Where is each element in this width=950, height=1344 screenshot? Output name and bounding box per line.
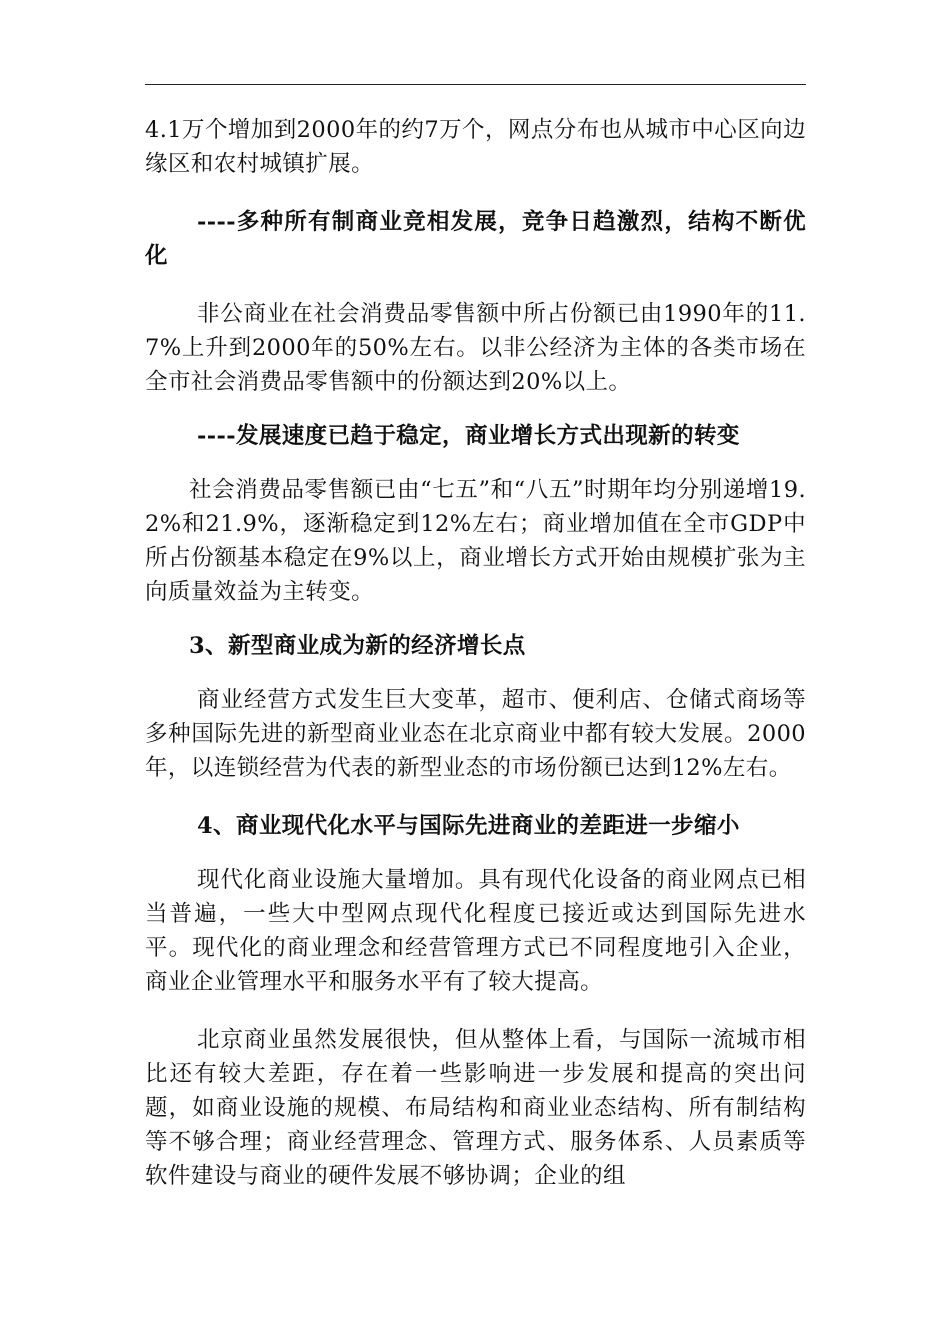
document-body: [145, 113, 806, 1193]
paragraph-continuation: 4.1万个增加到2000年的约7万个，网点分布也从城市中心区向边缘区和农村城镇扩展。: [145, 117, 806, 177]
section-heading-4: 4、商业现代化水平与国际先进商业的差距进一步缩小: [197, 813, 740, 839]
header-rule: [145, 84, 806, 85]
subheading-ownership: ----多种所有制商业竞相发展，竞争日趋激烈，结构不断优化: [145, 209, 806, 269]
paragraph-retail-sales: 社会消费品零售额已由“七五”和“八五”时期年均分别递增19.2%和21.9%，逐渐稳定到12%左右；商业增加值在全市GDP中所占份额基本稳定在9%以上，商业增长方式开始由规模扩张为主向质量效益为主转变。: [145, 477, 806, 605]
subheading-growth-speed: ----发展速度已趋于稳定，商业增长方式出现新的转变: [197, 423, 740, 449]
paragraph-modernization: 现代化商业设施大量增加。具有现代化设备的商业网点已相当普遍，一些大中型网点现代化程度已接近或达到国际先进水平。现代化的商业理念和经营管理方式已不同程度地引入企业，商业企业管理水平和服务水平有了较大提高。: [145, 867, 806, 995]
section-heading-3: 3、新型商业成为新的经济增长点: [189, 633, 526, 659]
paragraph-new-business: 商业经营方式发生巨大变革，超市、便利店、仓储式商场等多种国际先进的新型商业业态在北京商业中都有较大发展。2000年，以连锁经营为代表的新型业态的市场份额已达到12%左右。: [145, 687, 806, 781]
paragraph-non-public-commerce: 非公商业在社会消费品零售额中所占份额已由1990年的11.7%上升到2000年的50%左右。以非公经济为主体的各类市场在全市社会消费品零售额中的份额达到20%以上。: [145, 301, 806, 395]
paragraph-beijing-commerce: 北京商业虽然发展很快，但从整体上看，与国际一流城市相比还有较大差距，存在着一些影响进一步发展和提高的突出问题，如商业设施的规模、布局结构和商业业态结构、所有制结构等不够合理；商业经营理念、管理方式、服务体系、人员素质等软件建设与商业的硬件发展不够协调；企业的组: [145, 1027, 806, 1189]
